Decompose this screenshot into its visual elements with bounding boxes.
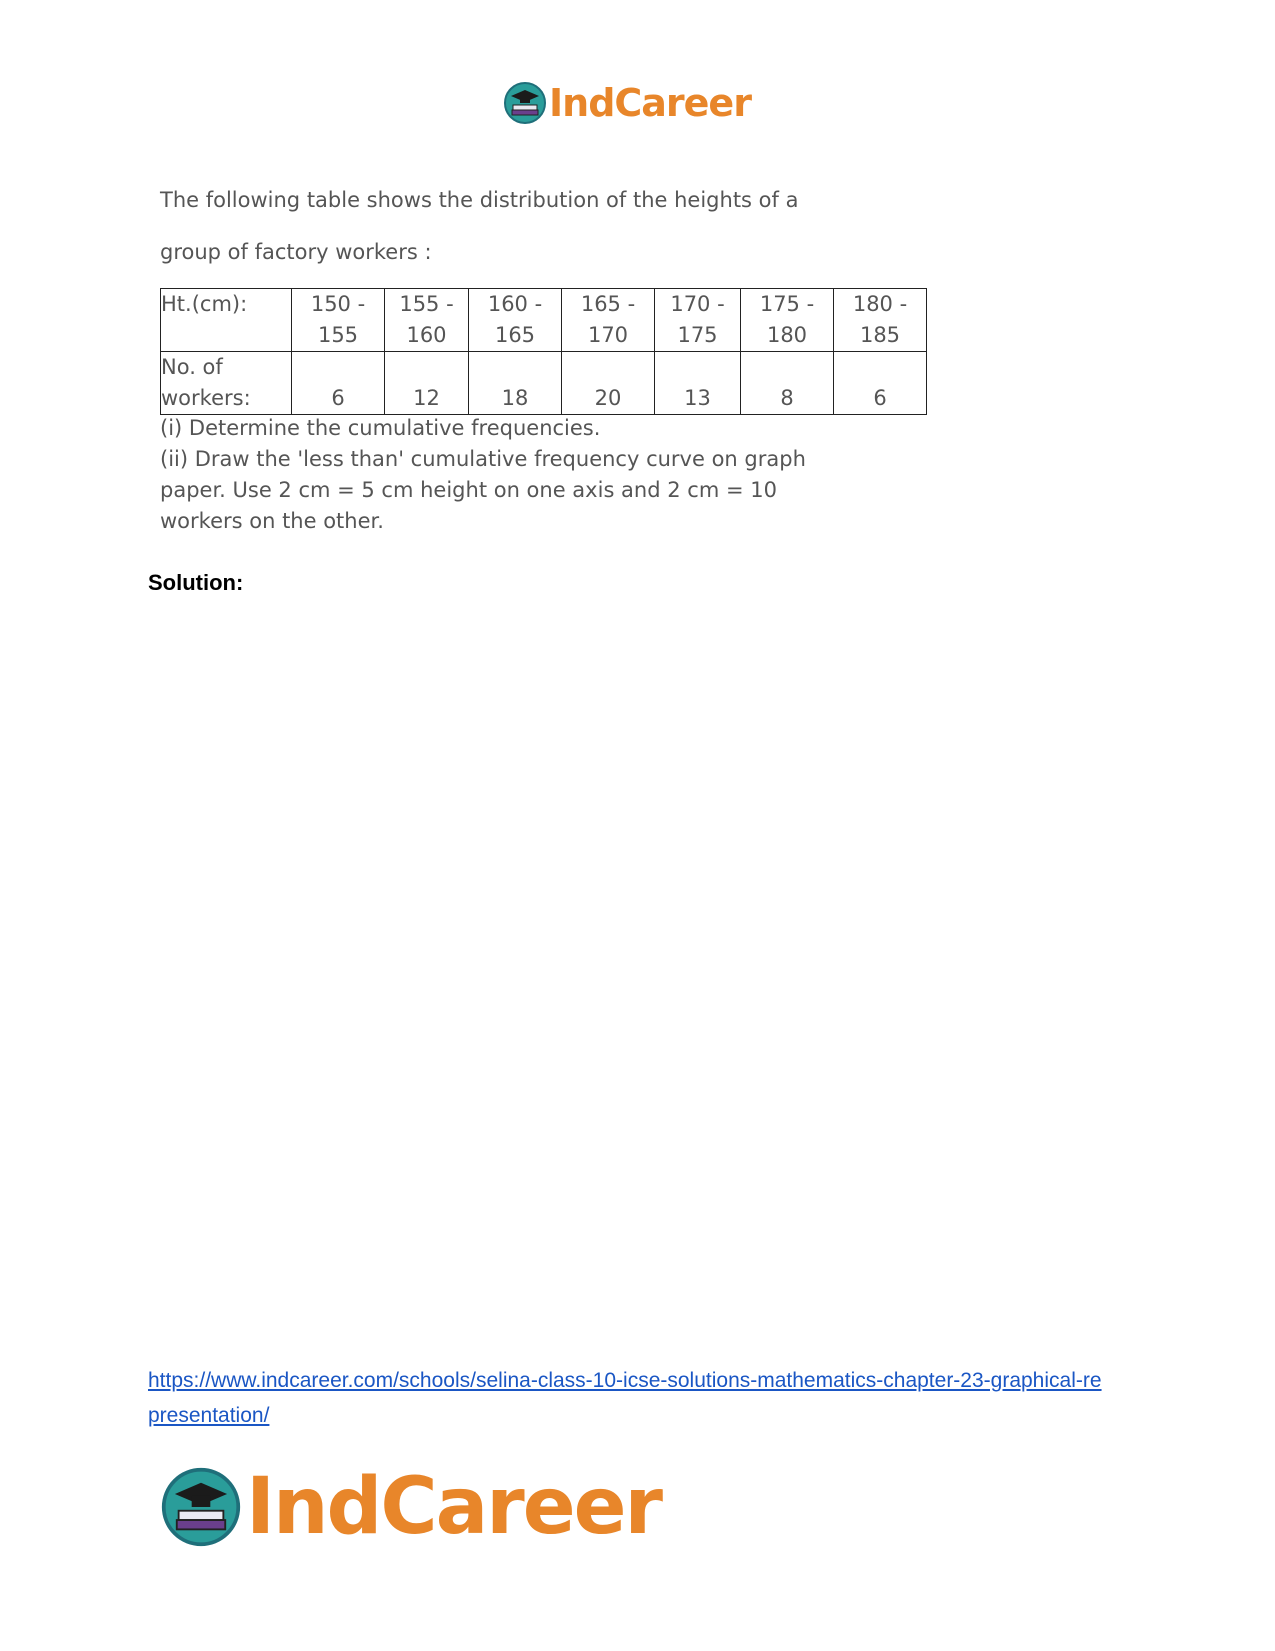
graduation-book-logo-icon: [160, 1466, 242, 1548]
graduation-book-logo-icon: [503, 81, 547, 125]
height-class-cell: 165 - 170: [562, 289, 655, 352]
row-label-heights: Ht.(cm):: [161, 289, 292, 352]
question-part-line: workers on the other.: [160, 509, 384, 533]
height-class-cell: 150 - 155: [292, 289, 385, 352]
workers-count-cell: 6: [834, 352, 927, 415]
solution-heading: Solution:: [148, 570, 244, 595]
header-logo-text: IndCareer: [549, 81, 751, 125]
height-class-cell: 175 - 180: [741, 289, 834, 352]
workers-count-cell: 20: [562, 352, 655, 415]
height-class-cell: 170 - 175: [655, 289, 741, 352]
question-intro-line-2: group of factory workers :: [160, 240, 432, 264]
table-row-workers: [161, 352, 927, 415]
heights-distribution-table: [160, 288, 927, 415]
question-part-line: (ii) Draw the 'less than' cumulative frequency curve on graph: [160, 447, 806, 471]
question-intro-line-1: The following table shows the distribution of the heights of a: [160, 188, 799, 212]
table-row-heights: [161, 289, 927, 352]
question-parts: [160, 413, 940, 537]
height-class-cell: 180 - 185: [834, 289, 927, 352]
question-block: [160, 178, 940, 533]
height-class-cell: 160 - 165: [469, 289, 562, 352]
workers-count-cell: 8: [741, 352, 834, 415]
row-label-workers: No. of workers:: [161, 352, 292, 415]
footer-logo: [160, 1462, 661, 1552]
workers-count-cell: 18: [469, 352, 562, 415]
workers-count-cell: 6: [292, 352, 385, 415]
workers-count-cell: 13: [655, 352, 741, 415]
footer-logo-text: IndCareer: [246, 1462, 661, 1552]
question-part-line: paper. Use 2 cm = 5 cm height on one axis and 2 cm = 10: [160, 478, 777, 502]
workers-count-cell: 12: [385, 352, 469, 415]
source-url-link[interactable]: https://www.indcareer.com/schools/selina-class-10-icse-solutions-mathematics-chapter-23-graphical-representation/: [148, 1369, 1102, 1427]
header-logo: [503, 78, 751, 128]
height-class-cell: 155 - 160: [385, 289, 469, 352]
question-part-line: (i) Determine the cumulative frequencies.: [160, 416, 601, 440]
